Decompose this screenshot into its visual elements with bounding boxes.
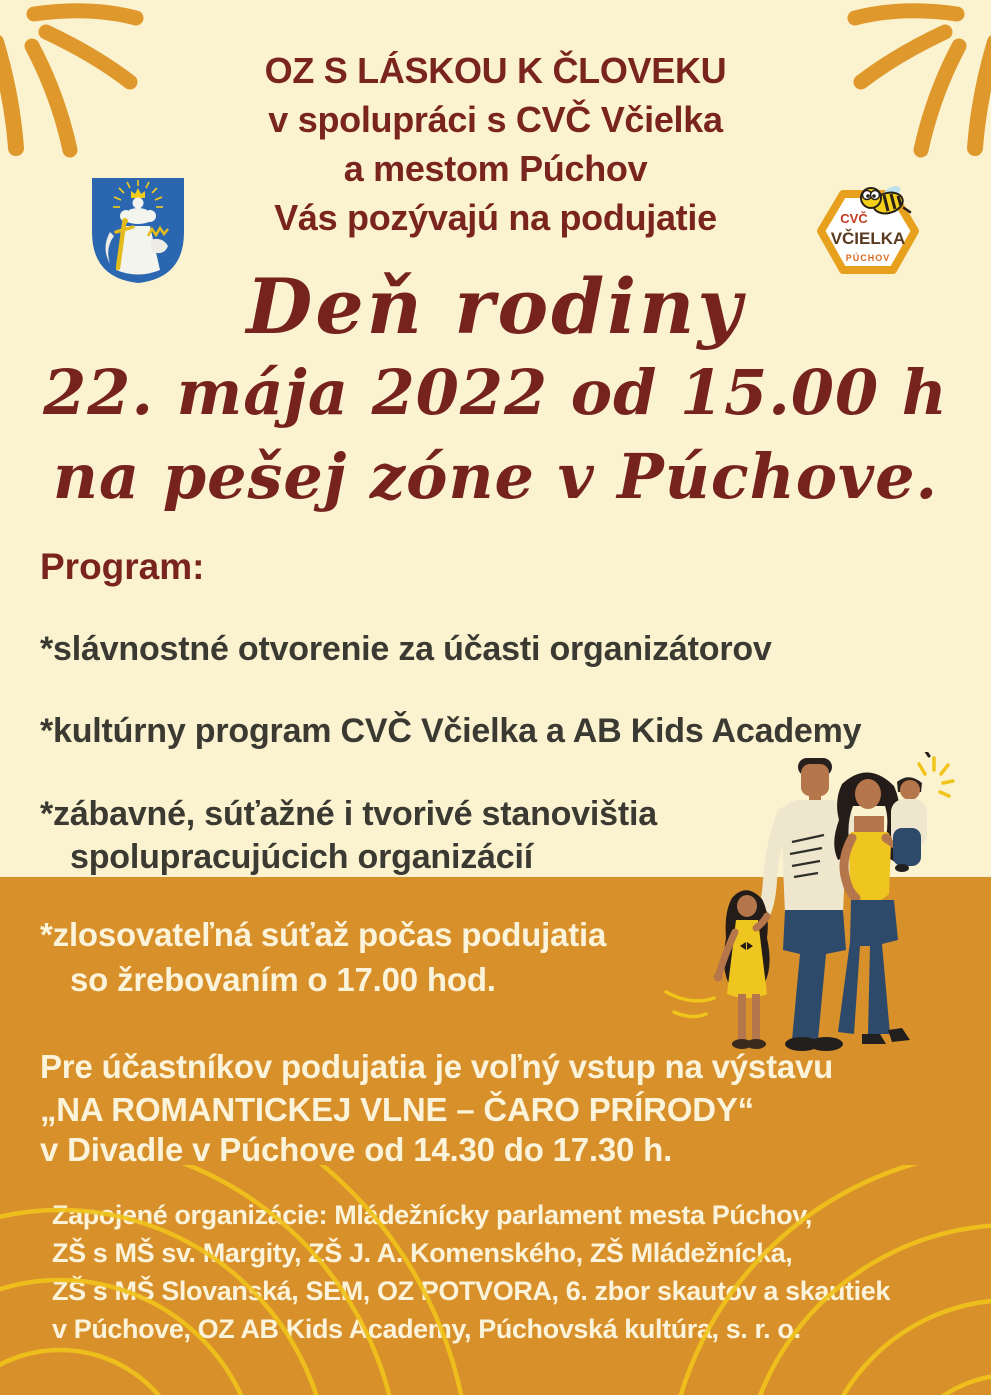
event-title: Deň rodiny (246, 262, 745, 351)
family-illustration (640, 752, 991, 1062)
program-heading: Program: (40, 546, 205, 587)
arc-lines-bottom-left-icon (0, 1165, 480, 1395)
organizations-line-3: ZŠ s MŠ Slovanská, SEM, OZ POTVORA, 6. zbor skautov a skautiek (52, 1276, 890, 1306)
header-line-1: OZ S LÁSKOU K ČLOVEKU (264, 50, 727, 91)
program-item-3-line-2: spolupracujúcich organizácií (70, 838, 533, 876)
event-location: na pešej zóne v Púchove. (52, 440, 939, 513)
logo-text-vcielka: VČIELKA (830, 229, 906, 248)
header-line-2: v spolupráci s CVČ Včielka (268, 99, 723, 140)
program-item-1: *slávnostné otvorenie za účasti organizátorov (40, 630, 772, 668)
exhibition-line-2: „NA ROMANTICKEJ VLNE – ČARO PRÍRODY“ (40, 1091, 754, 1128)
organizations-line-4: v Púchove, OZ AB Kids Academy, Púchovská kultúra, s. r. o. (52, 1314, 801, 1344)
organizations-line-1: Zapojené organizácie: Mládežnícky parlament mesta Púchov, (52, 1200, 812, 1230)
sparkle-icon (919, 758, 953, 796)
arc-lines-bottom-right-icon (611, 1165, 991, 1395)
exhibition-line-3: v Divadle v Púchove od 14.30 do 17.30 h. (40, 1131, 673, 1168)
organizations-line-2: ZŠ s MŠ sv. Margity, ZŠ J. A. Komenského, ZŠ Mládežnícka, (52, 1238, 793, 1268)
header-line-4: Vás pozývajú na podujatie (274, 197, 717, 238)
raffle-line-2: so žrebovaním o 17.00 hod. (70, 961, 496, 998)
raffle-line-1: *zlosovateľná súťaž počas podujatia (40, 916, 607, 953)
program-item-3-line-1: *zábavné, súťažné i tvorivé stanovištia (40, 795, 657, 833)
logo-text-puchov: PÚCHOV (845, 253, 891, 263)
logo-text-cvc: CVČ (840, 211, 868, 226)
exhibition-line-1: Pre účastníkov podujatia je voľný vstup na výstavu (40, 1048, 834, 1085)
girl-figure (714, 890, 770, 1049)
program-item-2: *kultúrny program CVČ Včielka a AB Kids Academy (40, 712, 862, 750)
event-date-time: 22. mája 2022 od 15.00 h (43, 356, 948, 429)
header-line-3: a mestom Púchov (343, 148, 648, 189)
baby-figure (891, 777, 927, 872)
swoosh-icon (666, 992, 714, 1017)
